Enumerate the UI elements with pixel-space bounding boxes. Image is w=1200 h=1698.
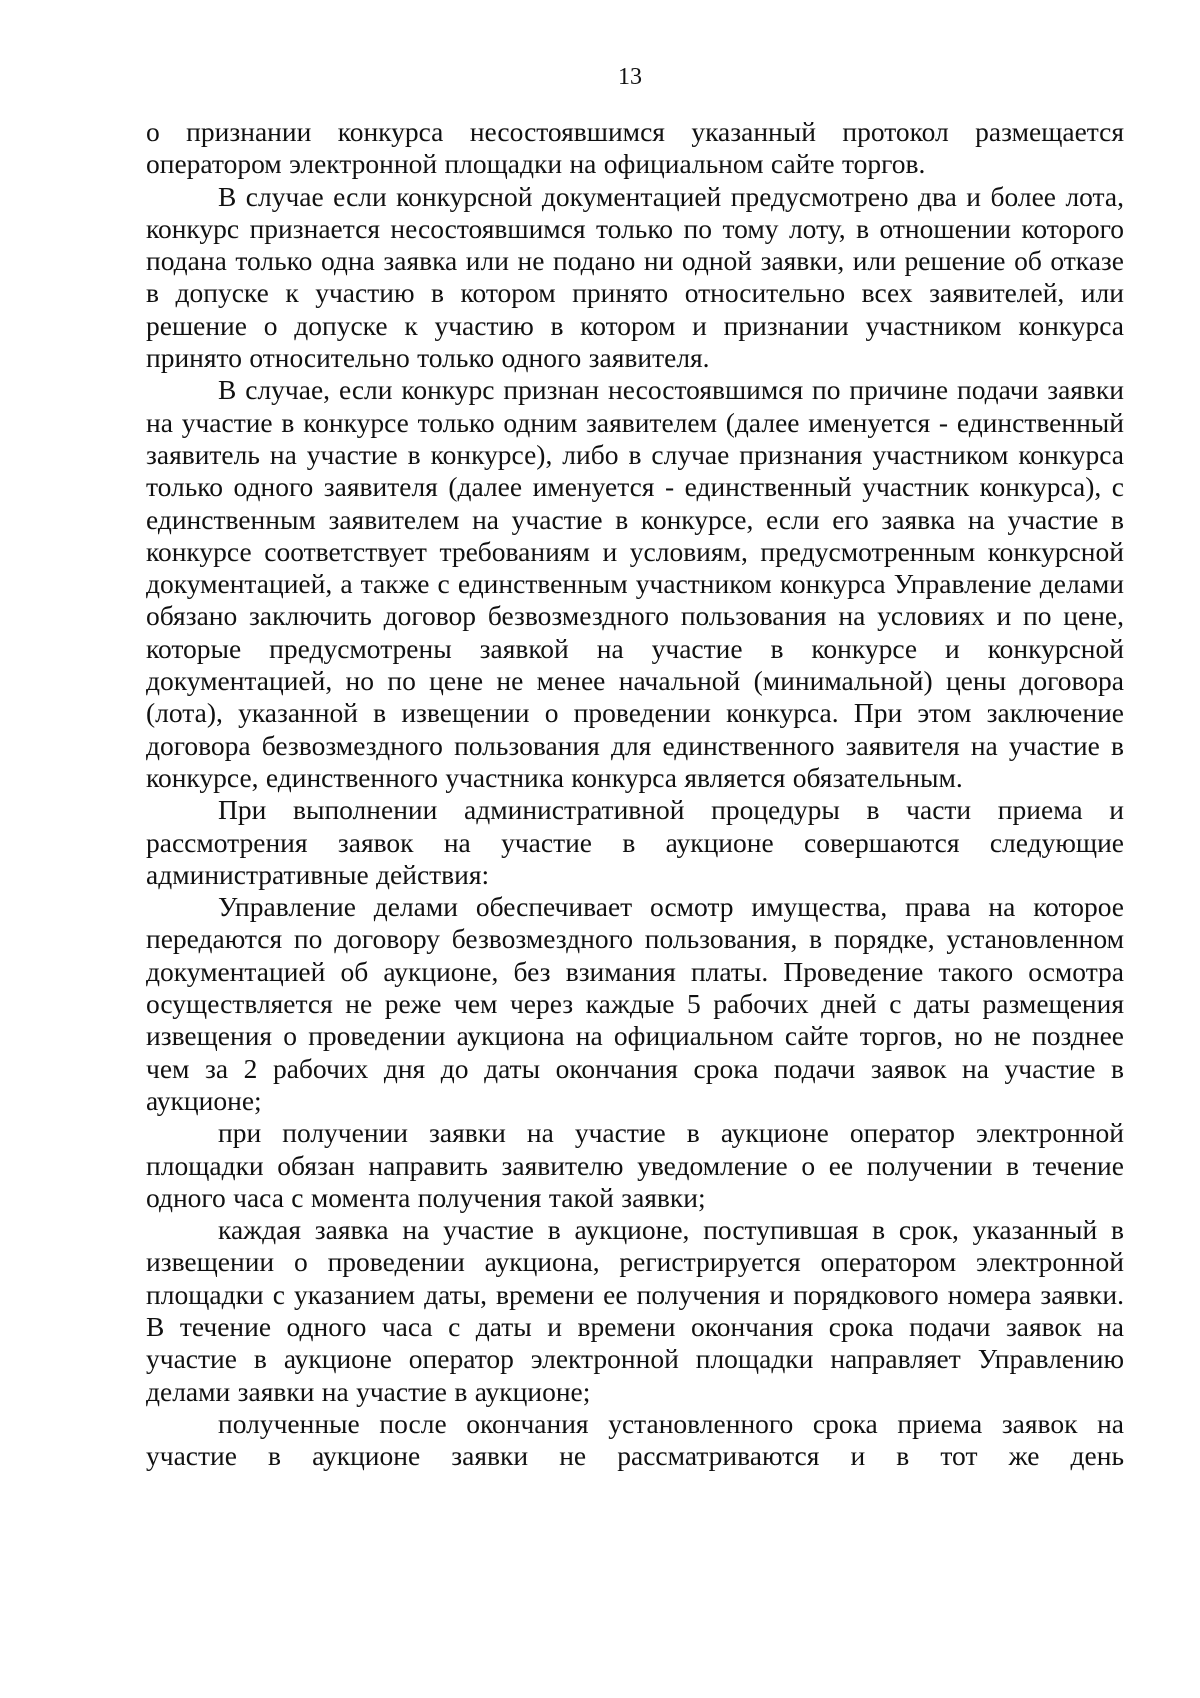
paragraph-protocol-publication: о признании конкурса несостоявшимся указанный протокол размещается оператором электронной площадки на официальном сайте торгов. (146, 116, 1124, 180)
page-number: 13 (618, 64, 642, 90)
paragraph-multiple-lots: В случае если конкурсной документацией предусмотрено два и более лота, конкурс признается несостоявшимся только по тому лоту, в отношении которого подана только одна заявка или не подано ни одной заявки, или решение об отказе в допуске к участию в котором принято относительно всех заявителей, или решение о допуске к участию в котором и признании участником конкурса принято относительно только одного заявителя. (146, 180, 1124, 374)
paragraph-property-inspection: Управление делами обеспечивает осмотр имущества, права на которое передаются по договору безвозмездного пользования, в порядке, установленном документацией об аукционе, без взимания платы. Проведение такого осмотра осуществляется не реже чем через каждые 5 рабочих дней с даты размещения извещения о проведении аукциона на официальном сайте торгов, но не позднее чем за 2 рабочих дня до даты окончания срока подачи заявок на участие в аукционе; (146, 891, 1124, 1116)
paragraph-late-applications: полученные после окончания установленного срока приема заявок на участие в аукционе заявки не рассматриваются и в тот же день (146, 1407, 1124, 1472)
body-text (146, 116, 1124, 1472)
paragraph-single-applicant: В случае, если конкурс признан несостоявшимся по причине подачи заявки на участие в конкурсе только одним заявителем (далее именуется - единственный заявитель на участие в конкурсе), либо в случае признания участником конкурса только одного заявителя (далее именуется - единственный участник конкурса), с единственным заявителем на участие в конкурсе, если его заявка на участие в конкурсе соответствует требованиям и условиям, предусмотренным конкурсной документацией, а также с единственным участником конкурса Управление делами обязано заключить договор безвозмездного пользования на условиях и по цене, которые предусмотрены заявкой на участие в конкурсе и конкурсной документацией, но по цене не менее начальной (минимальной) цены договора (лота), указанной в извещении о проведении конкурса. При этом заключение договора безвозмездного пользования для единственного заявителя на участие в конкурсе, единственного участника конкурса является обязательным. (146, 374, 1124, 793)
paragraph-auction-procedure-intro: При выполнении административной процедуры в части приема и рассмотрения заявок на участие в аукционе совершаются следующие административные действия: (146, 794, 1124, 890)
paragraph-application-registration: каждая заявка на участие в аукционе, поступившая в срок, указанный в извещении о проведении аукциона, регистрируется оператором электронной площадки с указанием даты, времени ее получения и порядкового номера заявки. В течение одного часа с даты и времени окончания срока подачи заявок на участие в аукционе оператор электронной площадки направляет Управлению делами заявки на участие в аукционе; (146, 1214, 1124, 1407)
paragraph-application-notification: при получении заявки на участие в аукционе оператор электронной площадки обязан направить заявителю уведомление о ее получении в течение одного часа с момента получения такой заявки; (146, 1117, 1124, 1213)
